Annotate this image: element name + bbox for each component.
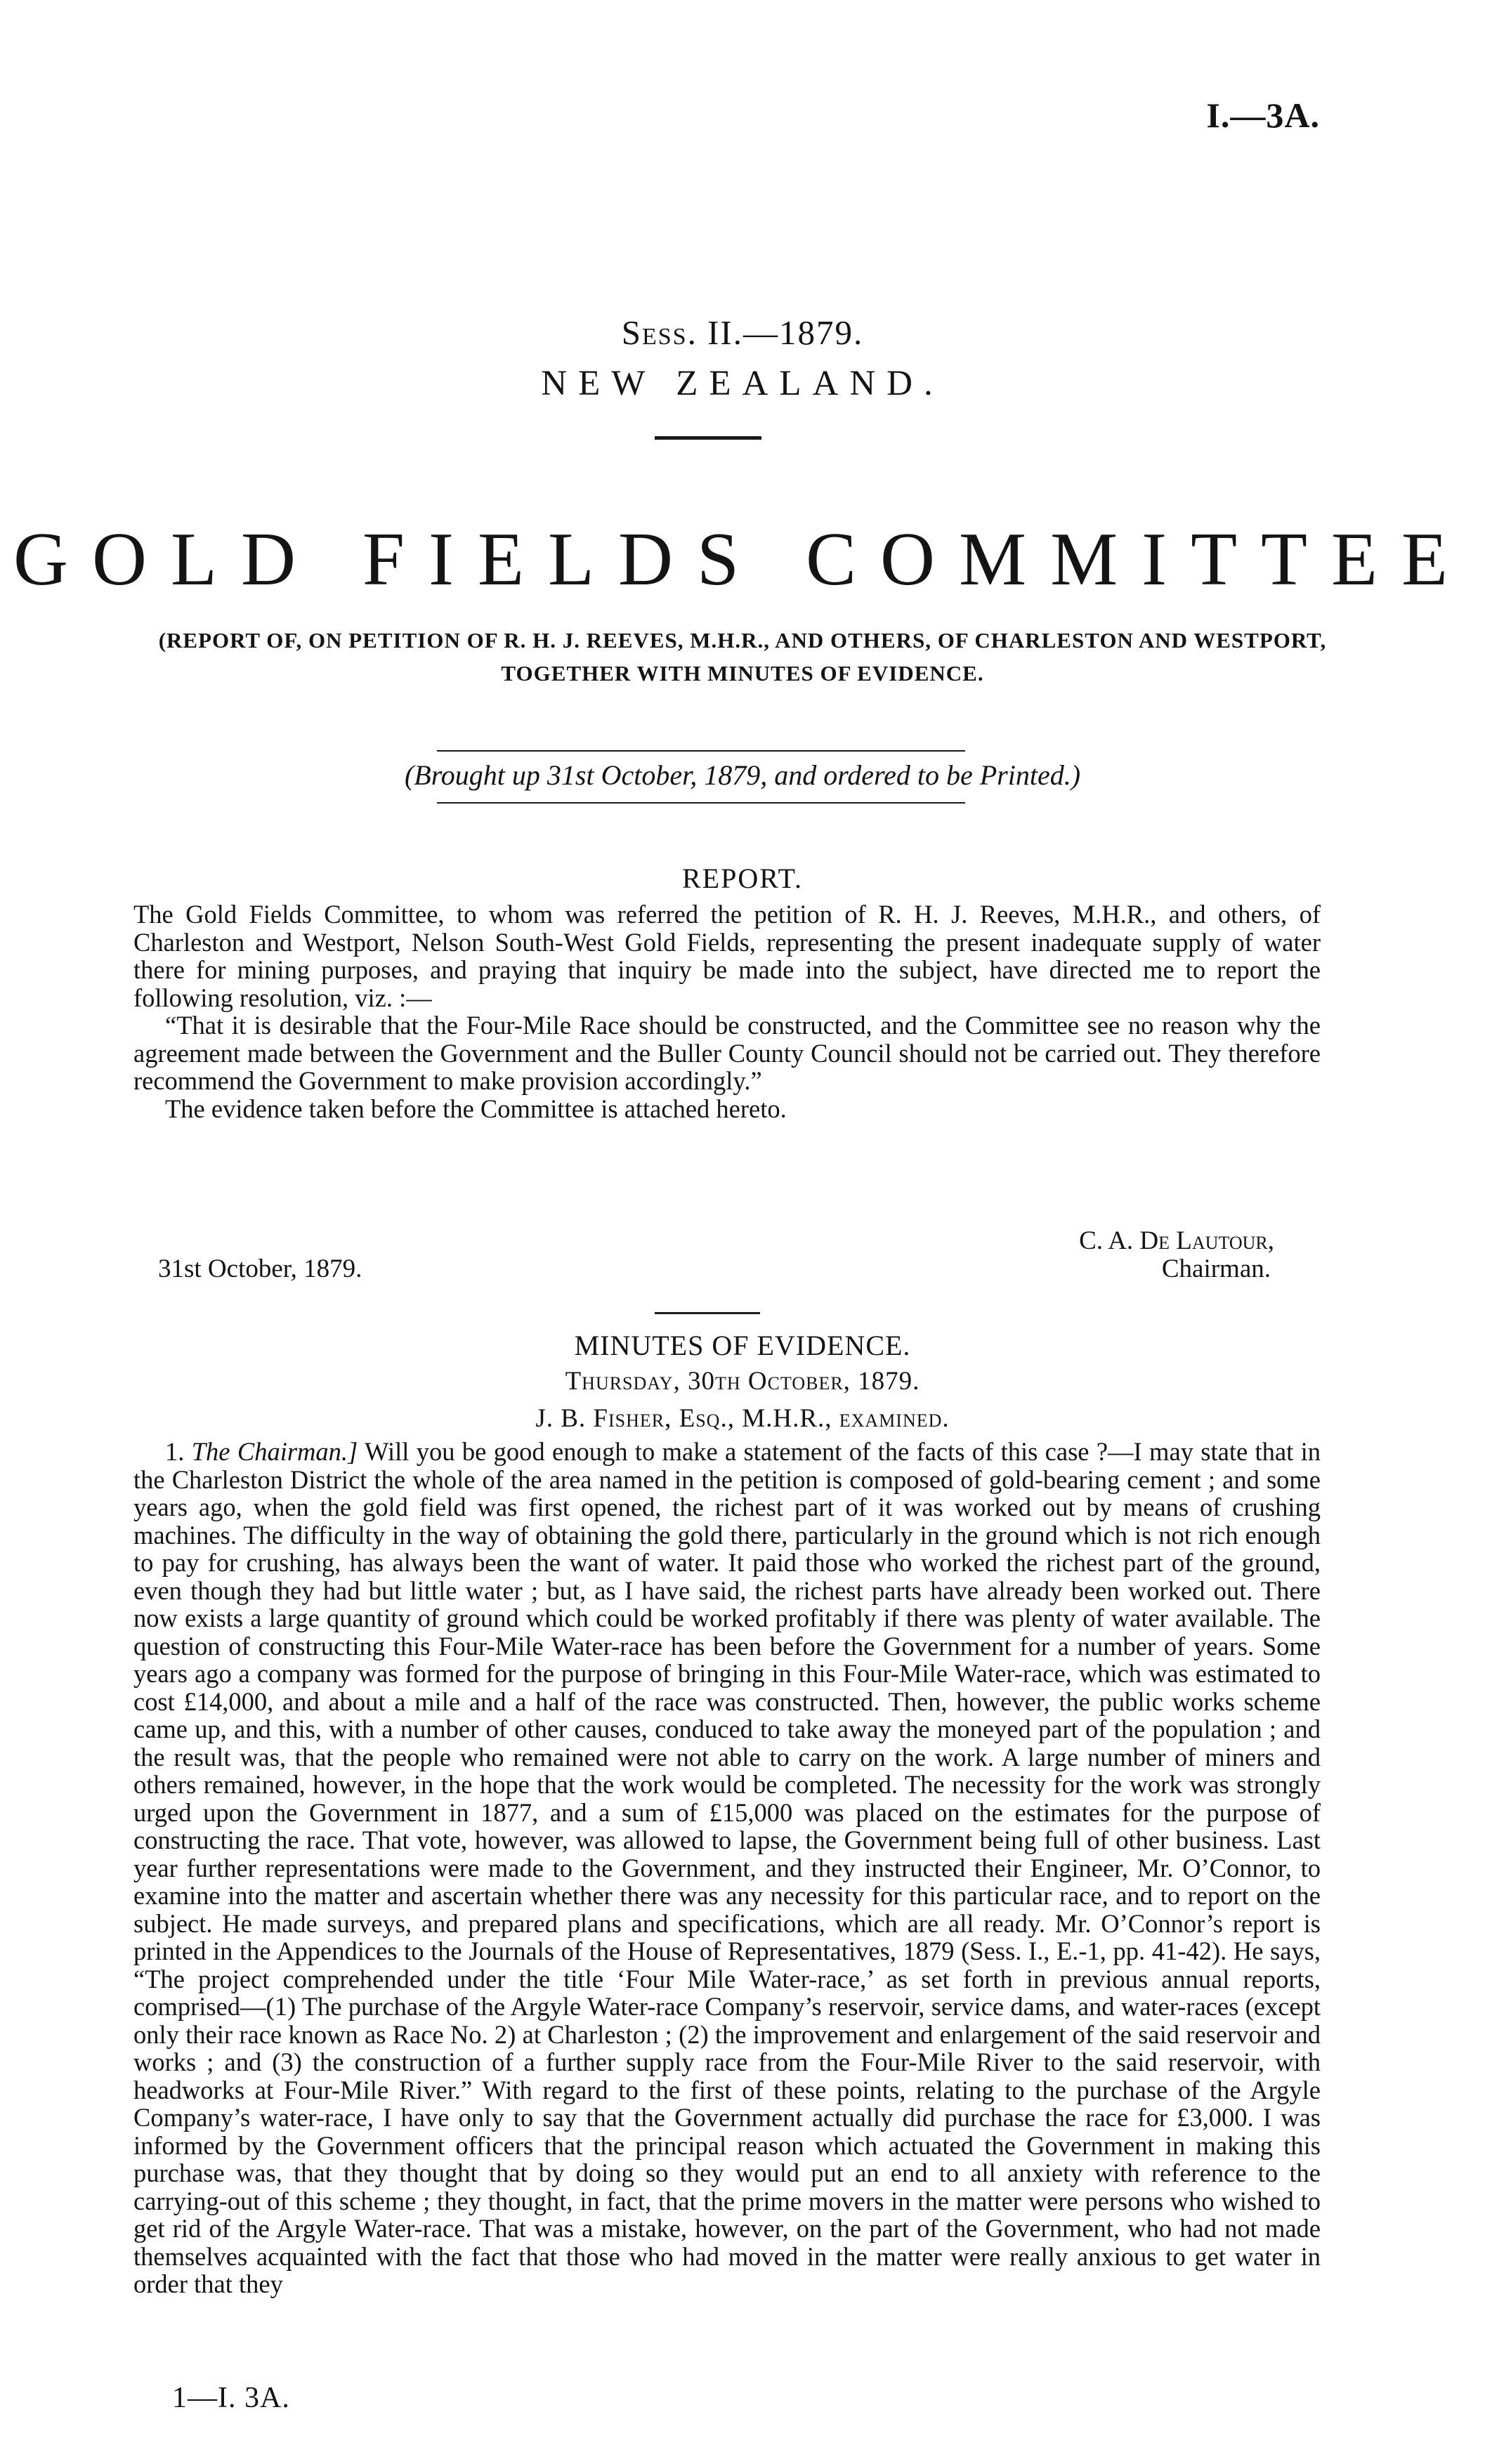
document-subtitle: (REPORT OF, ON PETITION OF R. H. J. REEVES, M.H.R., AND OTHERS, OF CHARLESTON AND WESTPORT, TOGETHER WITH MINUTES OF EVIDENCE.: [158, 628, 1327, 686]
evidence-text: Will you be good enough to make a statement of the facts of this case ?—I may state that in the Charleston District the whole of the area named in the petition is composed of gold-bearing cement ; and some years ago, when the gold field was first opened, the richest part of it was worked out by means of crushing machines. The difficulty in the way of obtaining the gold there, particularly in the ground which is not rich enough to pay for crushing, has always been the want of water. It paid those who worked the richest part of the ground, even though they had but little water ; but, as I have said, the richest parts have already been worked out. There now exists a large quantity of ground which could be worked profitably if there was plenty of water available. The question of constructing this Four-Mile Water-race has been before the Government for a number of years. Some years ago a company was formed for the purpose of bringing in this Four-Mile Water-race, which was estimated to cost £14,000, and about a mile and a half of the race was constructed. Then, however, the public works scheme came up, and this, with a number of other causes, conduced to take away the moneyed part of the population ; and the result was, that the people who remained were not able to carry on the work. A large number of miners and others remained, however, in the hope that the work would be completed. The necessity for the work was strongly urged upon the Government in 1877, and a sum of £15,000 was placed on the estimates for the purpose of constructing the race. That vote, however, was allowed to lapse, the Government being full of other business. Last year further representations were made to the Government, and they instructed their Engineer, Mr. O’Connor, to examine into the matter and ascertain whether there was any necessity for this particular race, and to report on the subject. He made surveys, and prepared plans and specifications, which are all ready. Mr. O’Connor’s report is printed in the Appendices to the Journals of the House of Representatives, 1879 (Sess. I., E.-1, pp. 41-42). He says, “The project comprehended under the title ‘Four Mile Water-race,’ as set forth in previous annual reports, comprised—(1) The purchase of the Argyle Water-race Company’s reservoir, service dams, and water-races (except only their race known as Race No. 2) at Charleston ; (2) the improvement and enlargement of the said reservoir and works ; and (3) the construction of a further supply race from the Four-Mile River to the said reservoir, with headworks at Four-Mile River.” With regard to the first of these points, relating to the purchase of the Argyle Company’s water-race, I have only to say that the Government actually did purchase the race for £3,000. I was informed by the Government officers that the principal reason which actuated the Government in making this purchase was, that they thought that by doing so they would put an end to all anxiety with reference to the carrying-out of this scheme ; they thought, in fact, that the prime movers in the matter were persons who wished to get rid of the Argyle Water-race. That was a mistake, however, on the part of the Government, who had not made themselves acquainted with the fact that those who had moved in the matter were really anxious to get water in order that they: [133, 1437, 1321, 2298]
chairman-signature: [1079, 1226, 1274, 1256]
page-reference: I.—3A.: [1206, 96, 1320, 135]
title-rule-top: [437, 750, 965, 752]
witness-line: [0, 1403, 1485, 1434]
report-divider: [655, 1312, 760, 1314]
evidence-paragraph: [133, 1438, 1321, 2298]
question-speaker: The Chairman.]: [191, 1437, 358, 1466]
minutes-date-text: Thursday, 30th October, 1879.: [565, 1367, 920, 1396]
report-opening-paragraph: The Gold Fields Committee, to whom was referred the petition of R. H. J. Reeves, M.H.R., and others, of Charleston and Westport, Nelson South-West Gold Fields, representing the present inadequate supply of water there for mining purposes, and praying that inquiry be made into the subject, have directed me to report the following resolution, viz. :—: [133, 900, 1321, 1012]
country-label: NEW ZEALAND.: [541, 364, 944, 403]
masthead-divider: [655, 436, 761, 440]
report-resolution-paragraph: “That it is desirable that the Four-Mile Race should be constructed, and the Committee see no reason why the agreement made between the Government and the Buller County Council should not be carried out. They therefore recommend the Government to make provision accordingly.”: [133, 1011, 1321, 1095]
footer-reference: 1—I. 3A.: [172, 2382, 290, 2414]
report-date: 31st October, 1879.: [158, 1254, 362, 1283]
report-heading: REPORT.: [682, 863, 803, 894]
minutes-heading: MINUTES OF EVIDENCE.: [574, 1330, 911, 1361]
question-number: 1.: [165, 1437, 185, 1466]
chairman-title: Chairman.: [1161, 1254, 1271, 1283]
session-text: Sess. II.—1879.: [621, 313, 864, 352]
brought-up-note: (Brought up 31st October, 1879, and ordered to be Printed.): [404, 759, 1081, 791]
minutes-date: [0, 1366, 1485, 1396]
witness-text: J. B. Fisher, Esq., M.H.R., examined.: [535, 1404, 950, 1433]
document-title: GOLD FIELDS COMMITTEE: [13, 518, 1472, 601]
evidence-body: [133, 1438, 1321, 2298]
title-rule-bottom: [437, 802, 965, 804]
report-attached-note: The evidence taken before the Committee is attached hereto.: [165, 1094, 787, 1123]
session-label: [0, 313, 1485, 353]
chairman-name: C. A. De Lautour,: [1079, 1226, 1274, 1255]
report-body: [133, 900, 1321, 1122]
